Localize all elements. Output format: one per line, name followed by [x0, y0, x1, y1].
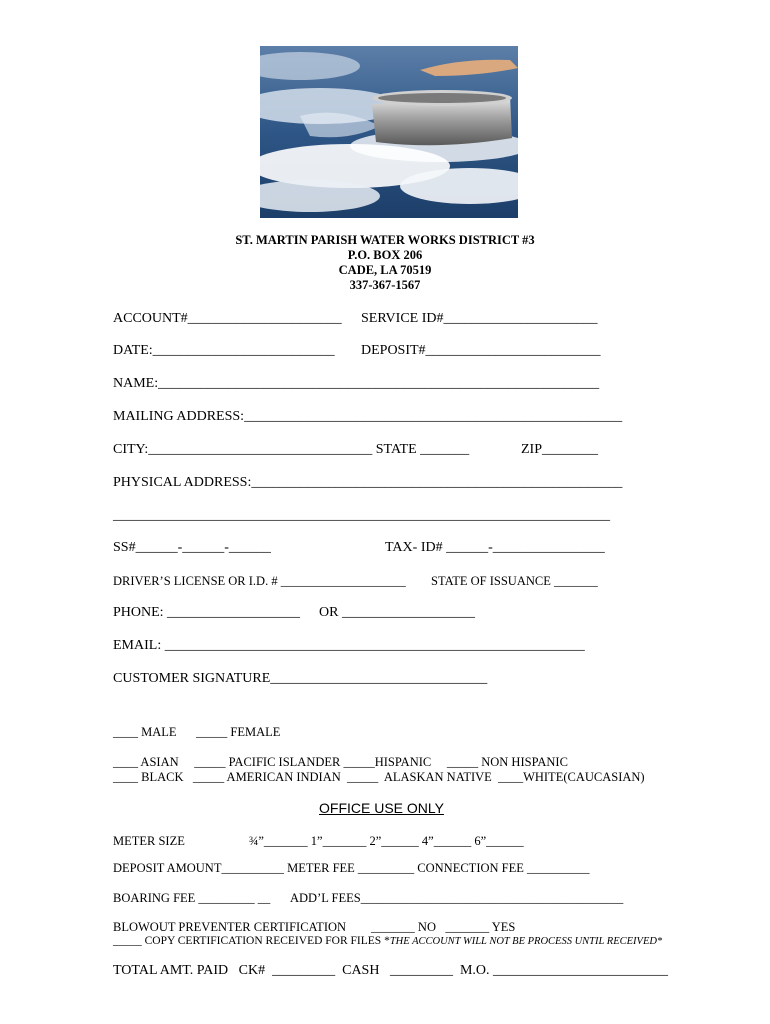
ss-field[interactable]: SS#______-______-______ [113, 540, 271, 555]
meter-size-options[interactable]: ¾”_______ 1”_______ 2”______ 4”______ 6”______ [249, 834, 524, 848]
office-use-only-title: OFFICE USE ONLY [319, 800, 444, 816]
account-field[interactable]: ACCOUNT#______________________ [113, 311, 342, 326]
phone-number: 337-367-1567 [349, 278, 421, 292]
ethnicity-row-2[interactable]: ____ BLACK _____ AMERICAN INDIAN _____ ALASKAN NATIVE ____WHITE(CAUCASIAN) [113, 770, 645, 784]
meter-size-label: METER SIZE [113, 834, 185, 848]
boaring-fee-field[interactable]: BOARING FEE _________ __ [113, 891, 271, 905]
email-field[interactable]: EMAIL: ____________________________________________________________ [113, 638, 585, 653]
deposit-field[interactable]: DEPOSIT#_________________________ [361, 343, 601, 358]
alt-phone-field[interactable]: OR ___________________ [319, 605, 475, 620]
physical-address-field[interactable]: PHYSICAL ADDRESS:_____________________________________________________ [113, 475, 623, 490]
copy-certification-label: _____ COPY CERTIFICATION RECEIVED FOR FILES * [113, 935, 390, 947]
service-id-field[interactable]: SERVICE ID#______________________ [361, 311, 598, 326]
date-field[interactable]: DATE:__________________________ [113, 343, 335, 358]
header-photo [260, 46, 518, 218]
state-of-issuance-field[interactable]: STATE OF ISSUANCE _______ [431, 574, 598, 588]
copy-certification-note: THE ACCOUNT WILL NOT BE PROCESS UNTIL RECEIVED* [389, 936, 663, 947]
city-state-zip: CADE, LA 70519 [338, 263, 432, 277]
copy-certification-row[interactable] [113, 935, 662, 947]
male-option[interactable]: ____ MALE [113, 725, 177, 739]
district-name: ST. MARTIN PARISH WATER WORKS DISTRICT #3 [235, 233, 535, 247]
ethnicity-row-1[interactable]: ____ ASIAN _____ PACIFIC ISLANDER _____HISPANIC _____ NON HISPANIC [113, 755, 568, 769]
city-state-field[interactable]: CITY:________________________________ STATE _______ [113, 442, 470, 457]
tax-id-field[interactable]: TAX- ID# ______-________________ [385, 540, 605, 555]
phone-field[interactable]: PHONE: ___________________ [113, 605, 301, 620]
deposit-meter-connection-row[interactable]: DEPOSIT AMOUNT__________ METER FEE _________ CONNECTION FEE __________ [113, 861, 590, 875]
blowout-preventer-row[interactable]: BLOWOUT PREVENTER CERTIFICATION _______ NO _______ YES [113, 920, 516, 934]
drivers-license-field[interactable]: DRIVER’S LICENSE OR I.D. # ____________________ [113, 574, 406, 588]
zip-field[interactable]: ZIP________ [521, 442, 598, 457]
total-amount-paid-row[interactable]: TOTAL AMT. PAID CK# _________ CASH _________ M.O. _________________________ [113, 963, 669, 978]
physical-address-line2[interactable]: _______________________________________________________________________ [113, 508, 610, 523]
name-field[interactable]: NAME:_______________________________________________________________ [113, 376, 600, 391]
female-option[interactable]: _____ FEMALE [196, 725, 281, 739]
po-box: P.O. BOX 206 [347, 248, 423, 262]
customer-signature-field[interactable]: CUSTOMER SIGNATURE_______________________________ [113, 671, 488, 686]
addl-fees-field[interactable]: ADD’L FEES__________________________________________ [290, 891, 624, 905]
mailing-address-field[interactable]: MAILING ADDRESS:______________________________________________________ [113, 409, 623, 424]
